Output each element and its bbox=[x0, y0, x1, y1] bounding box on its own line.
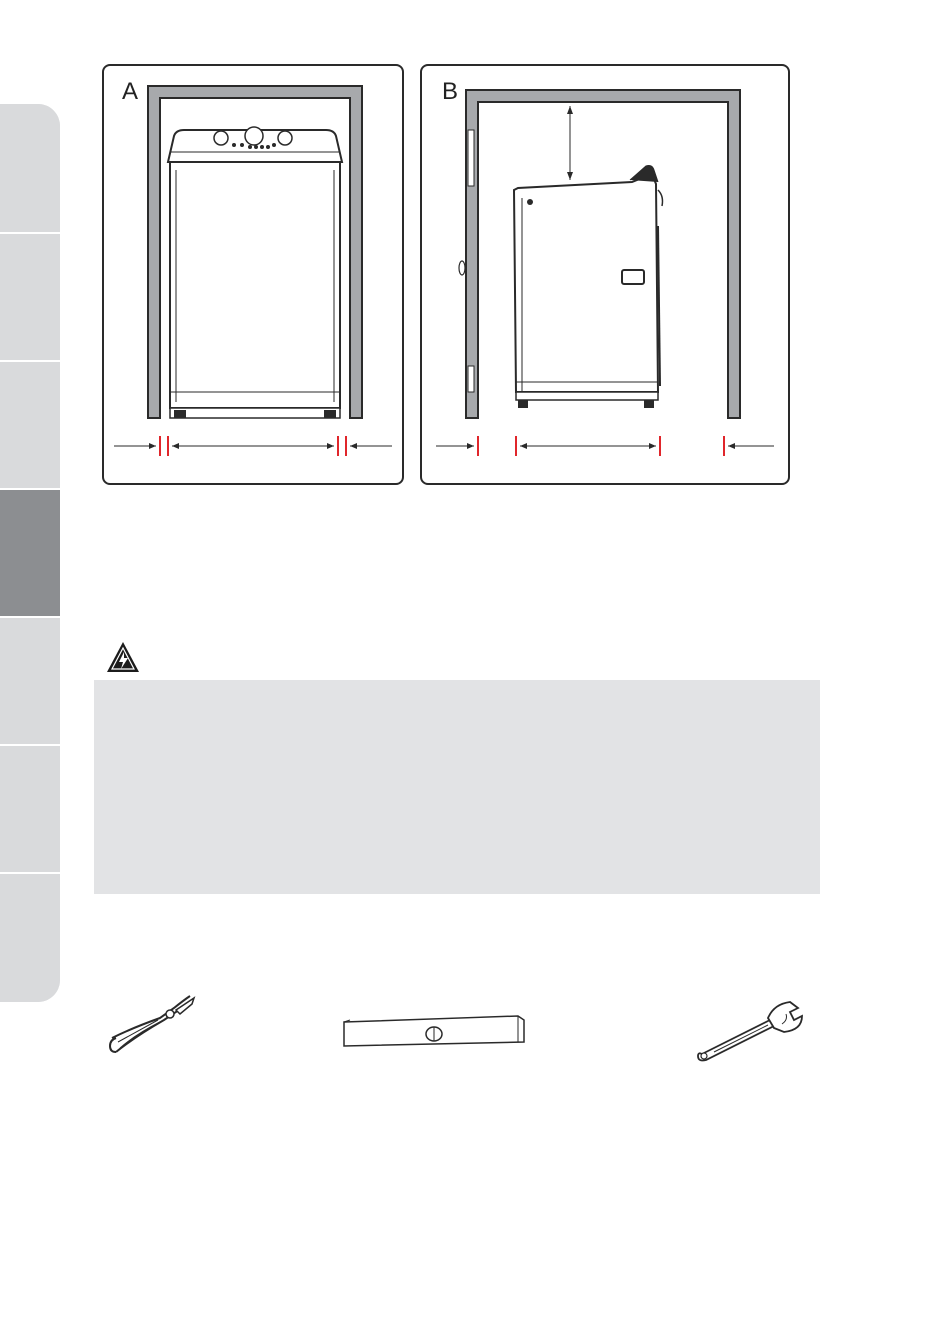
wrench-icon bbox=[694, 994, 806, 1064]
side-tab-1[interactable] bbox=[0, 104, 60, 234]
figure-a-label: A bbox=[122, 78, 139, 105]
side-tab-7[interactable] bbox=[0, 874, 60, 1002]
warning-notice-box bbox=[94, 680, 820, 894]
figure-b-label: B bbox=[442, 78, 459, 105]
side-tab-strip bbox=[0, 104, 60, 1002]
pliers-icon bbox=[106, 994, 198, 1058]
side-tab-6[interactable] bbox=[0, 746, 60, 874]
side-tab-3[interactable] bbox=[0, 362, 60, 490]
side-tab-5[interactable] bbox=[0, 618, 60, 746]
washer-side-drawing bbox=[422, 66, 792, 487]
level-icon bbox=[340, 1014, 528, 1048]
figure-a-panel bbox=[102, 64, 404, 485]
washer-front-drawing bbox=[104, 66, 406, 487]
electric-shock-warning-icon bbox=[105, 640, 141, 674]
side-tab-4[interactable] bbox=[0, 490, 60, 618]
side-tab-2[interactable] bbox=[0, 234, 60, 362]
figure-b-panel bbox=[420, 64, 790, 485]
